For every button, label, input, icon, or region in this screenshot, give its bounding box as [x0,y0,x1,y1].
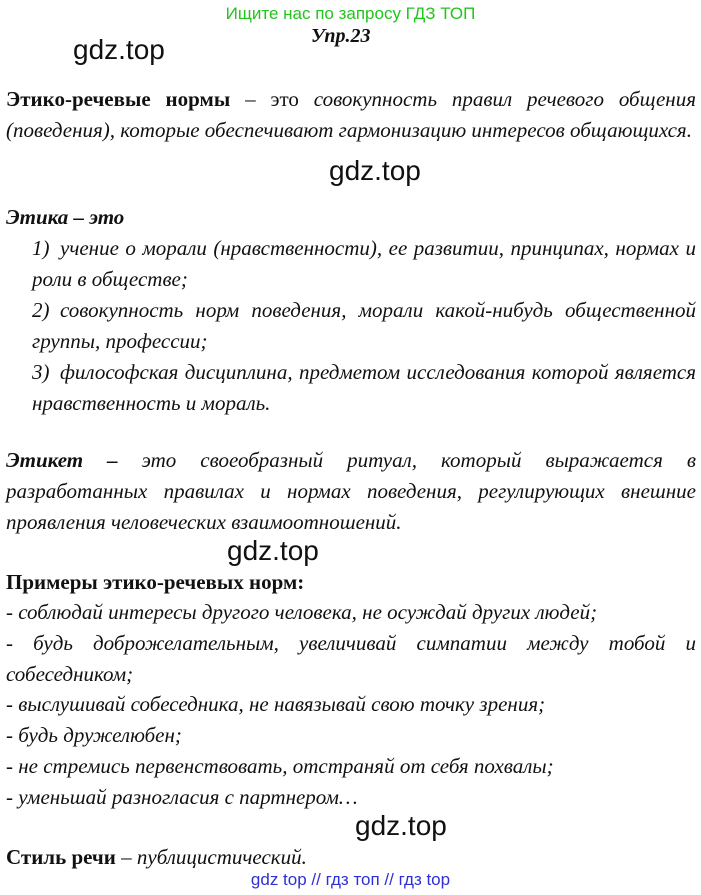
list-text: философская дисциплина, предметом исследования которой является нравственность и мораль. [32,360,696,415]
watermark: gdz.top [329,155,421,186]
definition-text: это своеобразный ритуал, который выражается в разработанных правилах и нормах поведения, регулирующих внешние проявления человеческих взаимоотношений. [6,448,696,534]
term: Этикет – [6,448,118,472]
dash: – это [230,87,314,111]
watermark: gdz.top [355,810,447,841]
list-text: учение о морали (нравственности), ее развитии, принципах, нормах и роли в обществе; [32,236,696,291]
footer-links: gdz top // гдз топ // гдз top [250,870,451,889]
example-line: - будь дружелюбен; [6,723,182,747]
speech-style [6,842,696,873]
examples-heading: Примеры этико-речевых норм: [6,570,305,594]
ethics-heading: Этика – это [6,205,125,229]
term: Стиль речи [6,845,116,869]
list-number: 1) [32,236,50,260]
exercise-title: Упр.23 [311,25,371,47]
definition-ethical-speech-norms [6,84,696,146]
list-text: совокупность норм поведения, морали какой-нибудь общественной группы, профессии; [32,298,696,353]
list-number: 2) [32,298,50,322]
example-line: - не стремись первенствовать, отстраняй от себя похвалы; [6,754,554,778]
list-item [32,295,696,357]
watermark: gdz.top [227,535,319,566]
watermark: gdz.top [73,34,165,65]
definition-etiquette [6,445,696,538]
example-line: - соблюдай интересы другого человека, не осуждай других людей; [6,600,598,624]
list-item [32,233,696,295]
definition-text: совокупность правил речевого общения (поведения), которые обеспечивают гармонизацию интересов общающихся. [6,87,696,142]
example-line: - уменьшай разногласия с партнером… [6,785,358,809]
list-item [32,357,696,419]
term: Этико-речевые нормы [6,87,231,111]
style-text: – публицистический. [115,845,307,869]
search-banner: Ищите нас по запросу ГДЗ ТОП [225,4,476,23]
example-line: - будь доброжелательным, увеличивай симпатии между тобой и [6,631,696,655]
example-line: собеседником; [6,662,134,686]
example-line: - выслушивай собеседника, не навязывай свою точку зрения; [6,692,546,716]
list-number: 3) [32,360,50,384]
